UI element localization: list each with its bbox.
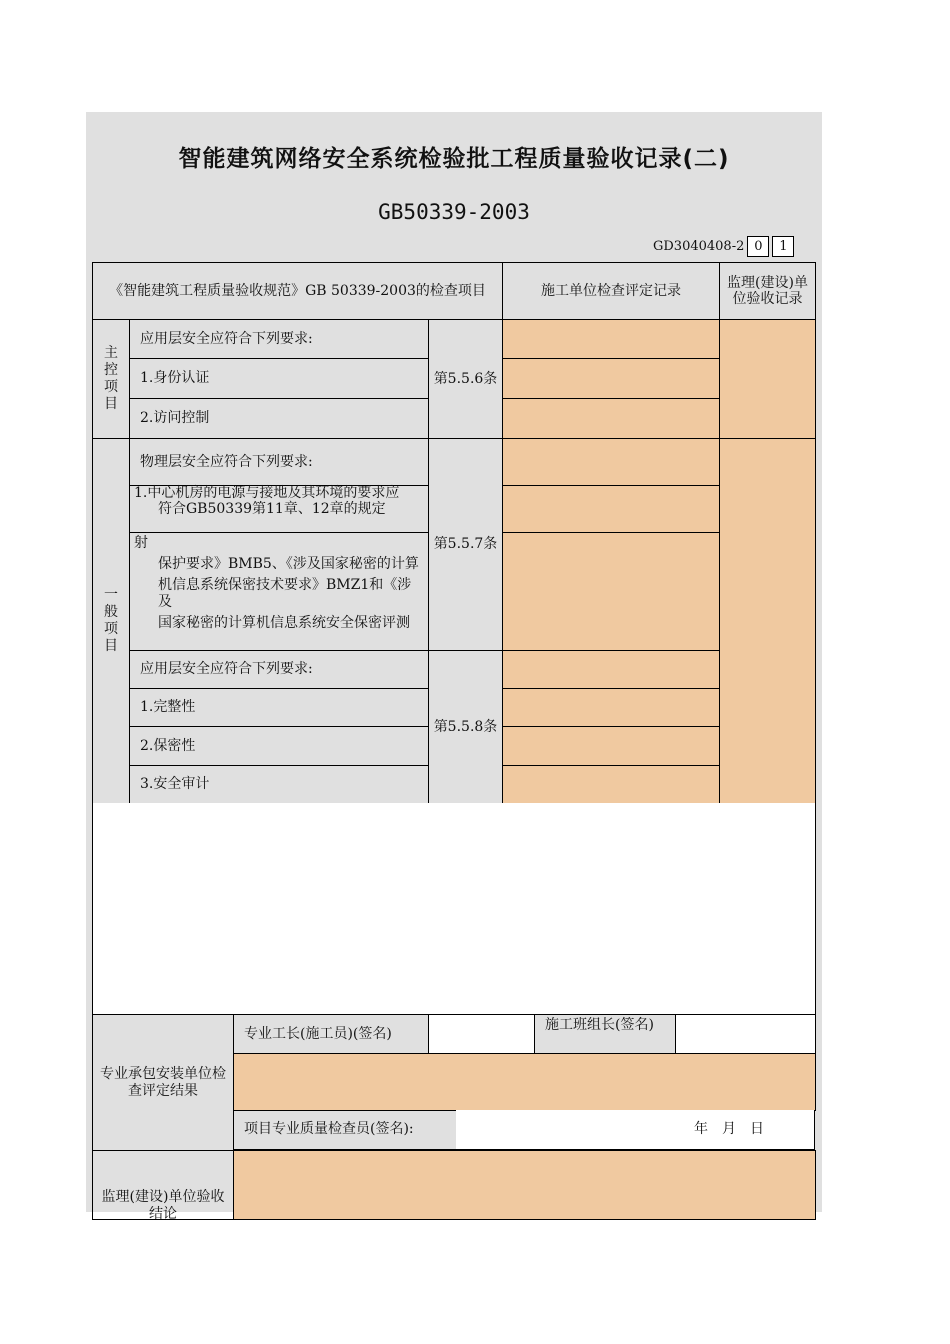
physical-item-1 bbox=[129, 485, 429, 533]
app-clause: 第5.5.8条 bbox=[428, 650, 503, 804]
physical-item-2-line: 机信息系统保密技术要求》BMZ1和《涉及 bbox=[158, 577, 412, 610]
main-control-category bbox=[92, 319, 130, 439]
record-cell[interactable] bbox=[502, 485, 720, 533]
physical-item-2-line: 国家秘密的计算机信息系统安全保密评测 bbox=[158, 615, 410, 631]
app-item: 3.安全审计 bbox=[129, 765, 429, 804]
record-cell[interactable] bbox=[502, 438, 720, 486]
contractor-result-field[interactable] bbox=[233, 1053, 816, 1111]
app-item: 2.保密性 bbox=[129, 726, 429, 766]
supervision-conclusion-label: 监理(建设)单位验收结论 bbox=[92, 1150, 234, 1220]
general-category bbox=[92, 438, 130, 804]
blank-area bbox=[92, 803, 816, 1015]
supervision-conclusion-field[interactable] bbox=[233, 1150, 816, 1220]
team-leader-label: 施工班组长(签名) bbox=[534, 1014, 676, 1054]
form-code-box-1[interactable]: 0 bbox=[747, 236, 769, 257]
foreman-label: 专业工长(施工员)(签名) bbox=[233, 1014, 429, 1054]
app-item: 1.完整性 bbox=[129, 688, 429, 727]
app-heading: 应用层安全应符合下列要求: bbox=[129, 650, 429, 689]
main-control-label: 主控项目 bbox=[104, 345, 118, 412]
record-cell[interactable] bbox=[502, 319, 720, 359]
physical-item-1-cont: 符合GB50339第11章、12章的规定 bbox=[158, 501, 386, 517]
physical-item-2-line: 保护要求》BMB5、《涉及国家秘密的计算 bbox=[158, 556, 419, 572]
supervision-cell[interactable] bbox=[719, 319, 816, 439]
record-cell[interactable] bbox=[502, 358, 720, 399]
date-label: 年 月 日 bbox=[694, 1121, 764, 1137]
contractor-result-label: 专业承包安装单位检查评定结果 bbox=[92, 1014, 234, 1151]
main-control-item: 2.访问控制 bbox=[129, 398, 429, 439]
main-control-item: 1.身份认证 bbox=[129, 358, 429, 399]
physical-clause: 第5.5.7条 bbox=[428, 438, 503, 651]
form-code-box-2[interactable]: 1 bbox=[772, 236, 794, 257]
physical-item-2-line: 射 bbox=[134, 535, 148, 551]
record-cell[interactable] bbox=[502, 765, 720, 804]
supervision-cell[interactable] bbox=[719, 438, 816, 804]
physical-item-2 bbox=[129, 532, 429, 651]
inspector-label: 项目专业质量检查员(签名): bbox=[234, 1110, 456, 1150]
foreman-signature-field[interactable] bbox=[428, 1014, 535, 1054]
header-supervision-record: 监理(建设)单位验收记录 bbox=[719, 262, 816, 320]
header-spec-items: 《智能建筑工程质量验收规范》GB 50339-2003的检查项目 bbox=[92, 262, 503, 320]
team-leader-signature-field[interactable] bbox=[675, 1014, 816, 1054]
main-control-item: 应用层安全应符合下列要求: bbox=[129, 319, 429, 359]
physical-item-1-text: 1.中心机房的电源与接地及其环境的要求应 bbox=[134, 485, 400, 501]
record-cell[interactable] bbox=[502, 688, 720, 727]
inspector-signature-field[interactable] bbox=[456, 1110, 815, 1150]
general-label: 一般项目 bbox=[104, 587, 118, 654]
form-title: 智能建筑网络安全系统检验批工程质量验收记录(二) bbox=[178, 146, 730, 172]
form-code-text: GD3040408-2 bbox=[653, 239, 745, 254]
form-code bbox=[653, 236, 794, 257]
record-cell[interactable] bbox=[502, 532, 720, 651]
record-cell[interactable] bbox=[502, 398, 720, 439]
form-sheet bbox=[86, 112, 822, 1222]
record-cell[interactable] bbox=[502, 650, 720, 689]
header-construction-record: 施工单位检查评定记录 bbox=[502, 262, 720, 320]
record-cell[interactable] bbox=[502, 726, 720, 766]
physical-heading: 物理层安全应符合下列要求: bbox=[129, 438, 429, 486]
main-control-clause: 第5.5.6条 bbox=[428, 319, 503, 439]
standard-code: GB50339-2003 bbox=[378, 200, 530, 224]
